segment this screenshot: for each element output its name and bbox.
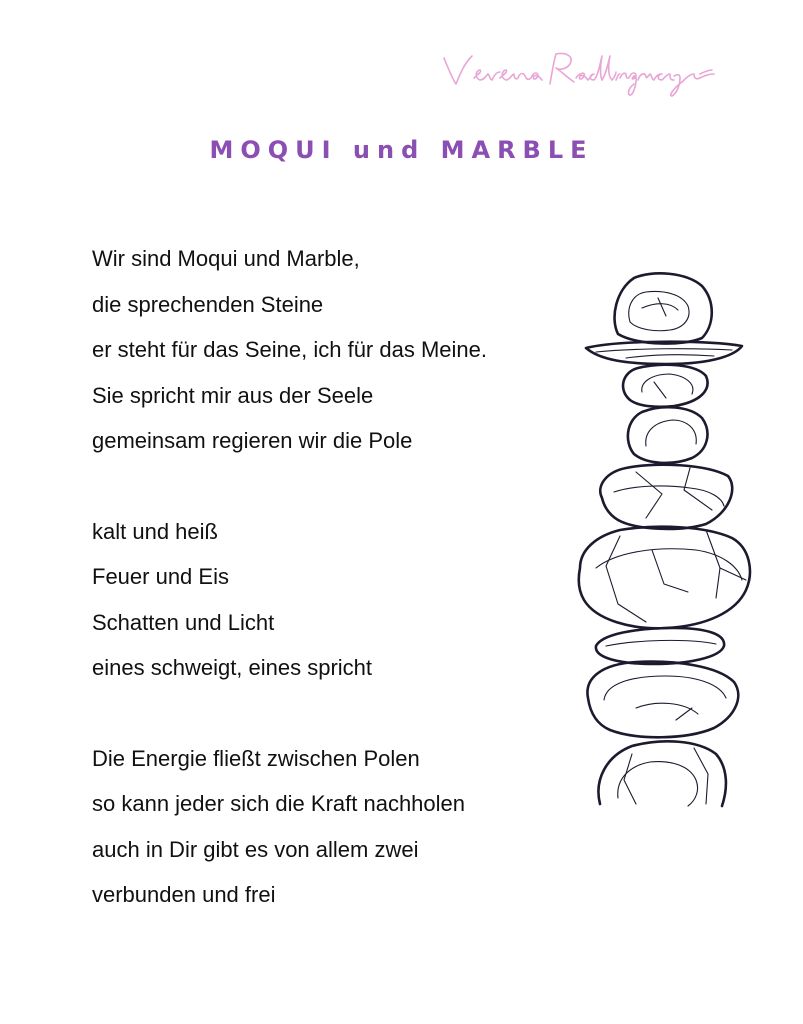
poem-line: Sie spricht mir aus der Seele — [92, 382, 374, 408]
poem — [92, 242, 572, 969]
signature-graphic — [438, 44, 728, 104]
poem-line: so kann jeder sich die Kraft nachholen — [92, 791, 466, 816]
stone — [628, 407, 708, 463]
stone — [600, 465, 732, 529]
poem-line: verbunden und frei — [92, 882, 276, 907]
poem-stanza — [92, 515, 572, 697]
poem-line: die sprechenden Steine — [92, 291, 324, 317]
poem-line: gemeinsam regieren wir die Pole — [92, 428, 413, 453]
poem-line: Die Energie fließt zwischen Polen — [92, 745, 420, 771]
stone — [623, 365, 707, 407]
stone — [598, 741, 725, 806]
stacked-stones-illustration — [566, 268, 762, 810]
poem-line: Schatten und Licht — [92, 609, 275, 635]
poem-line: kalt und heiß — [92, 518, 218, 544]
poem-line: auch in Dir gibt es von allem zwei — [92, 836, 419, 862]
poem-line: eines schweigt, eines spricht — [92, 655, 373, 680]
stone — [615, 273, 712, 343]
stone — [596, 628, 724, 664]
page-title: MOQUI und MARBLE — [209, 136, 594, 164]
author-signature — [438, 44, 728, 104]
poem-line: Feuer und Eis — [92, 564, 229, 589]
stone — [586, 342, 742, 364]
stone — [587, 662, 738, 738]
stone — [579, 527, 750, 629]
poem-stanza — [92, 242, 572, 470]
poem-line: Wir sind Moqui und Marble, — [92, 246, 360, 271]
poem-line: er steht für das Seine, ich für das Meine. — [92, 337, 487, 362]
poem-stanza — [92, 742, 572, 924]
